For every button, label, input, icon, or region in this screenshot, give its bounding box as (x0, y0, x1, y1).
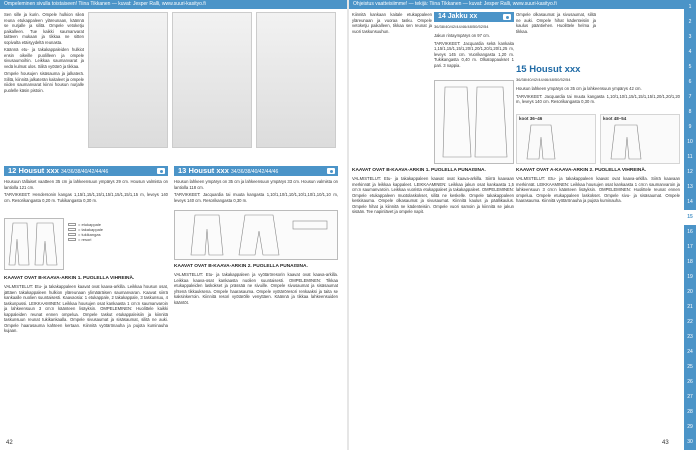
size-tab-strip (684, 0, 696, 450)
pattern-15-heading (516, 64, 580, 75)
side-tab[interactable]: 17 (687, 244, 693, 250)
pattern-14-title-band (434, 12, 514, 22)
pattern-number: 15 (516, 64, 527, 75)
pattern-sizes: 34/36/38/40/42/44/46 (230, 169, 279, 175)
legend-item: = tukikangas (68, 232, 138, 237)
pattern-12-caption: KAAVAT OVAT B-KAAVA-ARKIN 1. PUOLELLA VIHREINÄ. (4, 276, 135, 281)
side-tab[interactable]: 12 (687, 169, 693, 175)
side-tab[interactable]: 30 (687, 439, 693, 445)
side-tab[interactable]: 24 (687, 349, 693, 355)
side-tab[interactable]: 16 (687, 229, 693, 235)
pattern-12-diagram (4, 218, 64, 270)
instructions-text: VALMISTELUT: Etu- ja takakappaleen kaavat ovat kaava-arkilla. Leikkaa housun osat, jättäen takakappaleen hulkion yläreunaan ylimääräisen saumanvaran. Kaavat siirrä kankaalle nuolien suuntaisesti. Kaavaosia: 1 etukappale, 2 takakappale, 3 taskunsuu, 4 taskunpussi. LEIKKAAMINEN: Leikkaa housujen osat kankaasta 1 cm:n saumanvaroin ja lahkeensuun 3 cm:n käänteen lisäyksin. OMPELEMINEN: Huolittele kaikki kappaleiden reunat ennen ompelua. Ompele taskut etukappaleisiin ja kiinnitä taskunsuun reunat tukikankaalla. Ompele sivusaumat ja sisäsaumat, silitä ne auki. Ompele haarasauma kahteen kertaan. Kiinnitä vyötärönauha ja pujota kuminauha kujaan. (4, 284, 168, 333)
chart-label: koot 48–54 (603, 116, 627, 121)
pattern-number: 13 (178, 166, 187, 175)
pattern-title: Housut xxx (529, 64, 581, 75)
pattern-12-title-band (4, 166, 168, 176)
chart-label: koot 36–46 (519, 116, 543, 121)
instructions-text: VALMISTELUT: Etu- ja takakappaleen ja vyötäröresorin kaavat ovat kaava-arkilla. Leikkaa kaava-osat kankaasta nuolien suuntaisesti. OMPELEMINEN: Tikkaa etukappaleiden laskokset ja prässää ne sivuille. Ompele sivusaumat ja sisäsaumat yhtenä tikkauksena. Ompele haarasauma. Ompele vyötäröresori renkaaksi ja taita se kaksinkerroin. Kiinnitä resori vyötärölle venyttäen. Käännä ja tikkaa lahkeensuiden kääntöt. (174, 272, 338, 305)
intro-paragraph: Ompele olkasaumat ja sivusaumat, silitä ne auki. Ompele hihat kädenteisiin ja kaulus pääntiehen. Huolittele helma ja tikkaa. (516, 12, 596, 34)
camera-icon (503, 14, 511, 20)
pattern-number: 12 (8, 166, 17, 175)
camera-icon (157, 168, 165, 174)
pattern-15-instructions (516, 176, 680, 434)
side-tab[interactable]: 1 (688, 4, 692, 10)
side-tab[interactable]: 18 (687, 259, 693, 265)
right-intro-column (352, 12, 432, 62)
pattern-intro: Housun lahkeen ympärys on 35 cm ja lahkeensuun ympärys 33 cm. Housun valmista on lantiolla 118 cm. (174, 179, 338, 190)
intro-paragraph: Kiinnitä kankaan kaitale etukappaleen yläreunaan ja vuoraa tasku. Ompele vetoketju paikalleen, tikkaa sen reunat ja vuori taskunsuuhun. (352, 12, 432, 34)
side-tab[interactable]: 27 (687, 394, 693, 400)
side-tab[interactable]: 13 (687, 184, 693, 190)
pattern-14-intro (434, 33, 514, 77)
side-tab[interactable]: 7 (688, 94, 692, 100)
side-tab[interactable]: 23 (687, 334, 693, 340)
pattern-legend (68, 222, 138, 242)
side-tab[interactable]: 26 (687, 379, 693, 385)
size-chart-small (516, 114, 596, 164)
left-page-header: Ompeleminen sivulla toistaiseen! Tiina Tikkanen — kuvat: Jesper Ralli, www.suuri-kasityo.fi (0, 0, 347, 9)
pattern-13-caption: KAAVAT OVAT B-KAAVA-ARKIN 2. PUOLELLA PUNAISINA. (174, 264, 308, 269)
pattern-14-sizes: 36/38/40/42/44/46/48/50/52/54 (434, 24, 489, 29)
side-tab[interactable]: 6 (688, 79, 692, 85)
pattern-sizes: 34/36/38/40/42/44/46 (60, 169, 109, 175)
pattern-materials: TARVIKKEET: Jacquardia tai muuta kangasta 1,10/1,10/1,10/1,10/1,10/1,10/1,10 m, leveys 140 cm. Resorikangasta 0,30 m. (174, 192, 338, 203)
side-tab[interactable]: 2 (688, 19, 692, 25)
side-tab[interactable]: 21 (687, 304, 693, 310)
camera-icon (327, 168, 335, 174)
gutter (347, 0, 349, 450)
side-tab[interactable]: 10 (687, 139, 693, 145)
instructions-text: VALMISTELUT: Etu- ja takakappaleen kaavat ovat kaava-arkilla. Siirrä kaavaan merkinnät. LEIKKAAMINEN: Leikkaa housujen osat kankaasta 1 cm:n saumanvaroin ja lahkeensuun 3 cm:n käänteen lisäyksin. OMPELEMINEN: Huolittele reunat ennen ompelua. Ompele etukappaleen laskokset. Ompele sivu- ja sisäsaumat. Ompele haarasauma. Kiinnitä vyötärönauha ja pujota kuminauha. (516, 176, 680, 203)
pattern-12-intro (4, 179, 168, 215)
pattern-title: Jakku xx (447, 13, 478, 20)
legend-item: = resori (68, 237, 138, 242)
side-tab[interactable]: 29 (687, 424, 693, 430)
pattern-12-instructions (4, 284, 168, 434)
side-tab[interactable]: 4 (688, 49, 692, 55)
pattern-15-intro (516, 86, 680, 112)
right-page-number: 43 (662, 440, 669, 446)
size-chart-large (600, 114, 680, 164)
intro-paragraph: Ompele housujen sisäsauma ja jalkaterä. Silitä, kiinnitä jalkaterän kaitaleet ja ompele niiden saumanvarat kiinni housun nurjalle puolelle käsin pistoin. (4, 71, 84, 93)
side-tab[interactable]: 19 (687, 274, 693, 280)
pattern-materials: TARVIKKEET: Jacquardia sekä kankaita 1,15/1,15/1,15/1,20/1,20/1,20/1,20/1,25 m, leveys 145 cm. Vuorikangasta 1,20 m. Tukikangasta 0,40 m. Olkatoppaukset 1 pari. 3 nappia. (434, 40, 514, 68)
instructions-text: VALMISTELUT: Etu- ja takakappaleen kaavat ovat kaava-arkilla. Siirrä kaavaan merkinnät ja leikkaa kappaleet. LEIKKAAMINEN: Leikkaa jakun osat kankaasta 1,5 cm:n saumanvaroin. Leikkaa vuorista etukappaleet ja takakappaleet. OMPELEMINEN: Ompele etukappaleen muotolaskokset, silitä ne keskelle. Ompele takakappaleen keskisauma. Ompele olkasaumat ja sivusaumat. Kiinnitä kaulus ja päällikaulus. Ompele hihat ja kiinnitä ne kädenteisiin. Ompele vuori samoin ja kiinnitä se jakun sisään. Tee napinlävet ja ompele napit. (352, 176, 514, 214)
pattern-14-diagram (434, 80, 514, 164)
side-tab[interactable]: 20 (687, 289, 693, 295)
pattern-14-instructions (352, 176, 514, 434)
pattern-materials: TARVIKKEET: Jacquardia tai muuta kangasta 1,10/1,10/1,15/1,15/1,15/1,20/1,20/1,20 m, leveys 140 cm. Resorikangasta 0,30 m. (516, 93, 680, 104)
model-photo-13-front (172, 12, 252, 148)
side-tab[interactable]: 5 (688, 64, 692, 70)
legend-item: = takakappale (68, 227, 138, 232)
pattern-title: Housut xxx (18, 166, 59, 175)
side-tab[interactable]: 9 (688, 124, 692, 130)
pattern-13-intro (174, 179, 338, 205)
pattern-13-title-band (174, 166, 338, 176)
left-page-number: 42 (6, 440, 13, 446)
side-tab[interactable]: 8 (688, 109, 692, 115)
intro-paragraph: Käännä etu- ja takakappaleiden hulkiot ensin oikeille puolilleen ja ompele sivusaumoihin. Leikkaa saumanvarat ja vedä kulmat ulos. Silitä vyötärö ja tikkaa. (4, 47, 84, 69)
model-photo-12 (88, 12, 168, 148)
intro-paragraph: Sen sille ja kurin. Ompele hulkion sileä reuna etukappaleen yläreunaan, käännä se nurjalle ja silitä. Ompele vetoketju paikalleen. Tue kaikki saumanvarat taitteen mukaan ja tikkaa ne sitten sopivalta etäisyydeltä reunasta. (4, 12, 84, 45)
model-photo-13-back (256, 12, 336, 148)
pattern-intro: Jakun rintaympärys on 97 cm. (434, 33, 490, 38)
side-tab[interactable]: 28 (687, 409, 693, 415)
pattern-15-caption: KAAVAT OVAT A-KAAVA-ARKIN 2. PUOLELLA VIHREINÄ. (516, 168, 647, 173)
side-tab[interactable]: 25 (687, 364, 693, 370)
pattern-13-instructions (174, 272, 338, 434)
pattern-title: Housut xxx (188, 166, 229, 175)
pattern-15-sizes: 36/38/40/42/44/46/48/50/52/54 (516, 77, 571, 82)
pattern-intro: Housuun tällaiset vaatteen 35 cm ja lahkeensuun ympärys 29 cm. Housun valmista on lantiolla 121 cm. (4, 179, 168, 190)
pattern-number: 14 (438, 13, 446, 20)
side-tab[interactable]: 11 (687, 154, 693, 160)
side-tab[interactable]: 3 (688, 34, 692, 40)
pattern-14-caption: KAAVAT OVAT B-KAAVA-ARKIN 1. PUOLELLA PUNAISINA. (352, 168, 486, 173)
right-intro-column-2 (516, 12, 596, 62)
legend-item: = etukappale (68, 222, 138, 227)
pattern-intro: Housun lahkeen ympärys on 35 cm ja lahkeensuun ympärys 42 cm. (516, 86, 642, 91)
side-tab[interactable]: 15 (684, 210, 696, 225)
pattern-13-diagram (174, 210, 338, 260)
right-page-header: Ohjeistus vaatteisiimme! — tekijä: Tiina Tikkanen — kuvat: Jesper Ralli, www.suuri-kasityo.fi (349, 0, 684, 9)
pattern-materials: TARVIKKEET: Hendersonin kangas 1,15/1,15/1,15/1,15/1,15/1,15/1,15 m, leveys 140 cm. Resorikangasta 0,20 m. Tukikangasta 0,30 m. (4, 192, 168, 203)
side-tab[interactable]: 22 (687, 319, 693, 325)
side-tab[interactable]: 14 (687, 199, 693, 205)
